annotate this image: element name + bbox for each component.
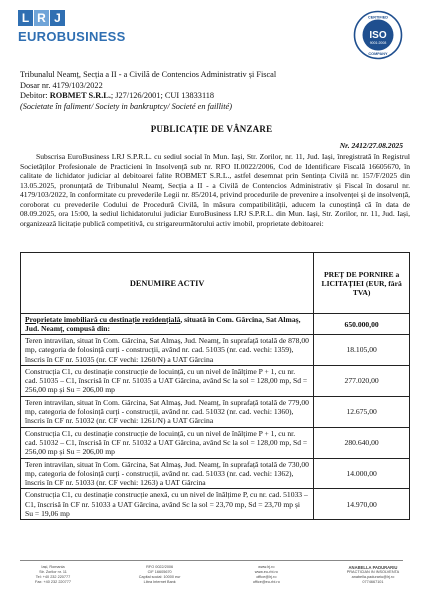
footer-person-phone: 0774667101	[362, 580, 384, 584]
asset-price: 14.970,00	[314, 489, 410, 520]
table-row	[21, 335, 410, 366]
footer-email-link[interactable]: office@lrj.ro	[256, 575, 277, 579]
footer-street: Str. Zorilor nr. 11	[39, 570, 67, 574]
seal-bottom-text: COMPANY	[368, 52, 388, 56]
asset-description: Construcția C1, cu destinație construcție de locuință, cu un nivel de înălțime P + 1, cu nr. cad. 51035 – C1, înscrisă în CF nr. 51035 a UAT Gârcina, având Sc la sol = 128,00 mp, Sd = 256,00 mp și Su = 206,00 mp	[21, 365, 314, 396]
asset-price: 280.640,00	[314, 427, 410, 458]
footer-web	[231, 565, 301, 585]
footer-divider	[20, 560, 403, 561]
asset-price: 12.675,00	[314, 396, 410, 427]
footer-capital: Capital social: 10000 eur	[138, 575, 181, 579]
asset-price: 14.000,00	[314, 458, 410, 489]
court-name: Tribunalul Neamț, Secția a II - a Civilă de Contencios Administrativ și Fiscal	[20, 70, 277, 79]
footer-registration	[125, 565, 195, 585]
asset-description: Teren intravilan, situat în Com. Gârcina, Sat Almaș, Jud. Neamț, în suprafață totală de 878,00 mp, categoria de folosință curți - construcții, având nr. cad. 51035 (nr. cad. vechi: 1359), înscris în CF nr. 51035 (nr. CF vechi: 1260/N) a UAT Gârcina	[21, 335, 314, 366]
assets-table	[20, 252, 410, 520]
asset-description: Construcția C1, cu destinație construcție anexă, cu un nivel de înălțime P, cu nr. cad. 51033 – C1, înscrisă în CF nr. 51033 a UAT Gârcina, având Sc la sol = 23,70 mp, Sd = 23,70 mp și Su = 19,06 mp	[21, 489, 314, 520]
footer-bank: Libra Internet Bank	[143, 580, 176, 584]
footer-email-link[interactable]: office@eu-rbi.ro	[252, 580, 280, 584]
company-status: (Societate în faliment/ Society in bankruptcy/ Societé en faillité)	[20, 101, 232, 111]
iso-certification-seal	[353, 10, 403, 60]
table-header-row	[21, 253, 410, 314]
debtor-label: Debitor:	[20, 91, 50, 101]
footer-address	[18, 565, 88, 585]
footer-person-role: PRACTICIAN IN INSOLVENTA	[346, 570, 400, 574]
table-row	[21, 396, 410, 427]
main-property-description	[21, 314, 314, 335]
asset-description: Teren intravilan, situat în Com. Gârcina, Sat Almaș, Jud. Neamț, în suprafață totală de 730,00 mp, categoria de folosință curți - construcții, având nr. cad. 51033 (nr. cad. vechi: 1362), înscris în CF nr. 51033 (nr. CF vechi: 1263) a UAT Gârcina	[21, 458, 314, 489]
footer-person-name: ANABELLA PADURARIU	[348, 565, 398, 570]
column-header-price: PREȚ DE PORNIRE a LICITAȚIEI (EUR, fără TVA)	[314, 253, 410, 314]
case-header	[20, 70, 410, 112]
footer-cif: CIF 16605670	[147, 570, 172, 574]
logo-letter-r: R	[34, 10, 49, 26]
table-row-main-property	[21, 314, 410, 335]
seal-center-text: ISO	[369, 30, 387, 41]
eurobusiness-logo	[18, 10, 158, 50]
table-row	[21, 427, 410, 458]
main-property-type: Proprietate imobiliară cu destinație rezidențială	[25, 315, 181, 324]
page-title: PUBLICAȚIE DE VÂNZARE	[150, 124, 273, 134]
main-property-price: 650.000,00	[314, 314, 410, 335]
lrj-mark	[18, 10, 158, 26]
footer-phone: Tel: +40 232 220777	[35, 575, 71, 579]
table-row	[21, 489, 410, 520]
document-number: Nr. 2412/27.08.2025	[339, 141, 403, 150]
table-row	[21, 458, 410, 489]
logo-letter-l: L	[18, 10, 33, 26]
asset-description: Teren intravilan, situat în Com. Gârcina, Sat Almaș, Jud. Neamț, în suprafață totală de 779,00 mp, categoria de folosință curți - construcții, având nr. cad. 51032 (nr. cad. vechi: 1360), înscris în CF nr. 51032 (nr. CF vechi: 1261/N) a UAT Gârcina	[21, 396, 314, 427]
asset-description: Construcția C1, cu destinație construcție de locuință, cu un nivel de înălțime P + 1, cu nr. cad. 51032 – C1, înscrisă în CF nr. 51032 a UAT Gârcina, având Sc la sol = 128,00 mp, Sd = 256,00 mp și Su = 206,00 mp	[21, 427, 314, 458]
footer-website-link[interactable]: www.lrj.ro	[258, 565, 275, 569]
debtor-registration: ; J27/126/2001; CUI 13833118	[110, 91, 215, 101]
debtor-line	[20, 91, 410, 102]
logo-letter-j: J	[50, 10, 65, 26]
column-header-asset: DENUMIRE ACTIV	[21, 253, 314, 314]
footer-fax: Fax: +40 232 220777	[35, 580, 71, 584]
case-number: Dosar nr. 4179/103/2022	[20, 80, 103, 90]
asset-price: 18.105,00	[314, 335, 410, 366]
footer-person-email[interactable]: anabella.padurariu@lrj.ro	[351, 575, 395, 579]
footer-rfo: RFO 0022/2006	[146, 565, 174, 569]
page-footer	[18, 565, 408, 585]
asset-price: 277.020,00	[314, 365, 410, 396]
main-property-location: , situată în Com. Gârcina, Sat Almaș, Jud. Neamț, compusă din:	[25, 315, 301, 333]
seal-top-text: CERTIFIED	[367, 15, 389, 20]
logo-name: EUROBUSINESS	[18, 29, 126, 44]
seal-sub-text: 9001:2008	[369, 41, 387, 45]
footer-contact-person	[338, 565, 408, 585]
footer-website-link[interactable]: www.eu-rbi.ro	[254, 570, 278, 574]
debtor-name: ROBMET S.R.L.	[49, 91, 111, 101]
table-row	[21, 365, 410, 396]
announcement-body: Subscrisa EuroBusiness LRJ S.P.R.L. cu sediul social în Mun. Iași, Str. Zorilor, nr. 11, Jud. Iași, înregistrată în Registrul Societăților Profesionale de Practicieni în Insolvență sub nr. RFO II.0022/2006, Cod de Identificare Fiscală 16605670, în calitate de lichidator judiciar al debitoarei falite ROBMET S.R.L., astfel desemnat prin Sentința Civilă nr. 157/F/2025 din 13.05.2025, pronunțată de Tribunalul Neamț, Secția a II - a Civilă de Contencios Administrativ și Fiscal în dosarul nr. 4179/103/2022, în conformitate cu prevederile Legii nr. 85/2014, privind procedurile de prevenire a insolvenței și de insolvență, coroborat cu prevederile Codului de Procedură Civilă, în măsura compatibilității, aducem la cunoștință că în data de 08.09.2025, ora 15:00, la sediul lichidatorului judiciar EuroBusiness LRJ S.P.R.L. din Mun. Iași, Str. Zorilor, nr. 11, Jud. Iași, organizează licitație publică competitivă, cu strigareurmătorului activ imobil, proprietate debitoarei:	[20, 152, 410, 228]
footer-city: Iași, Romania	[41, 565, 65, 569]
